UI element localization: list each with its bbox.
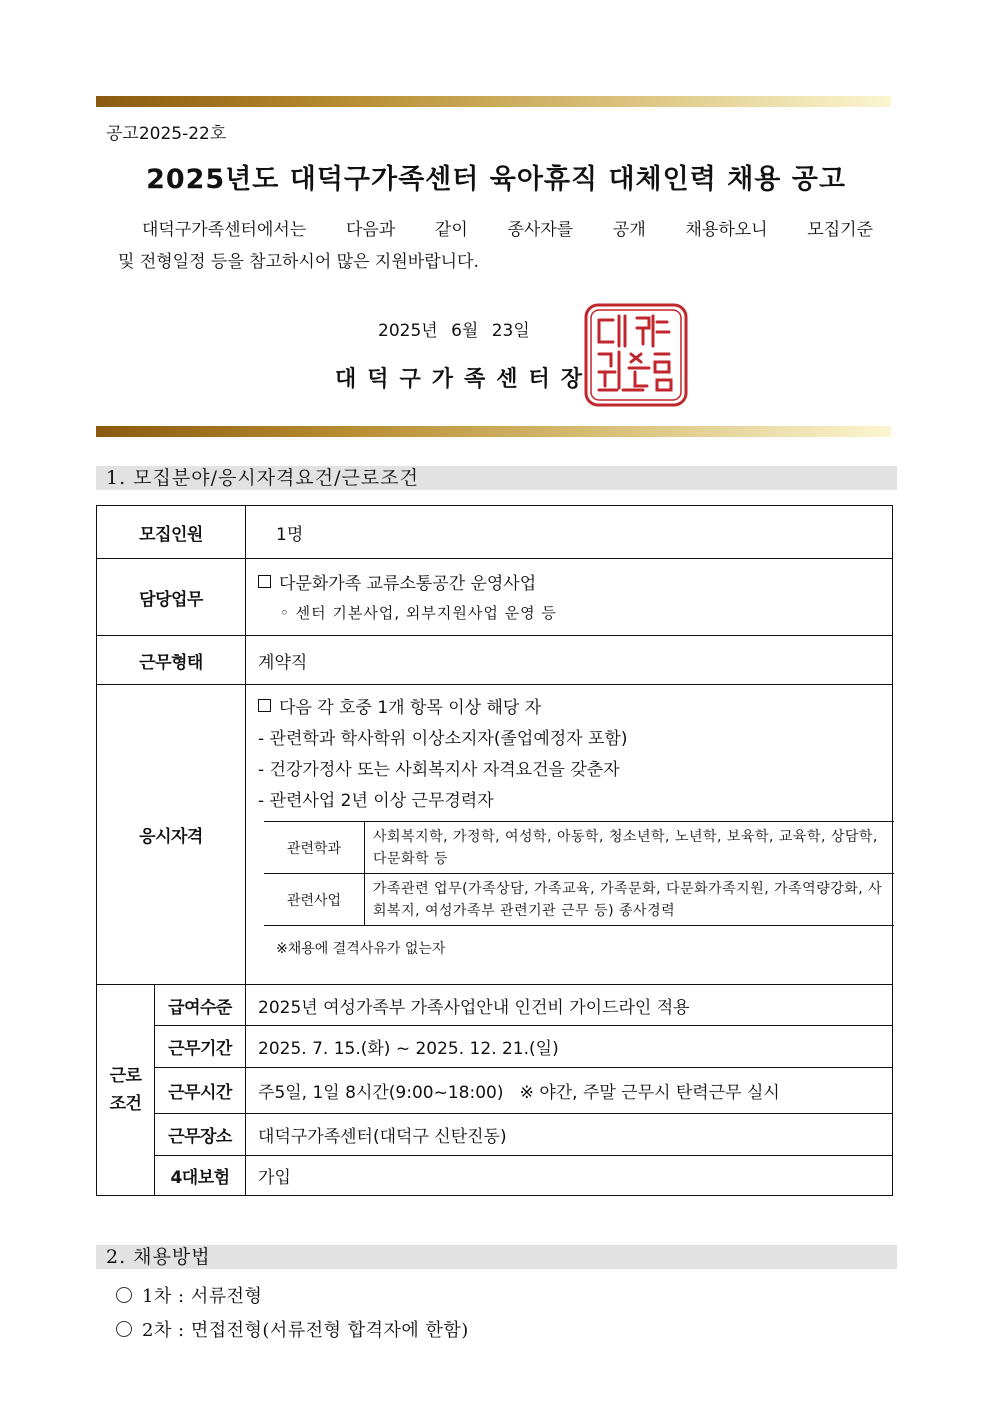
list-item: 2차 : 면접전형(서류전형 합격자에 한함) — [116, 1316, 469, 1342]
condition-value: 2025. 7. 15.(화) ~ 2025. 12. 21.(일) — [246, 1026, 893, 1068]
duty-label: 담당업무 — [97, 559, 246, 636]
condition-value: 2025년 여성가족부 가족사업안내 인건비 가이드라인 적용 — [246, 985, 893, 1026]
recruitment-table — [96, 505, 893, 1196]
qualification-item: - 관련학과 학사학위 이상소지자(졸업예정자 포함) — [258, 729, 628, 749]
related-major-label: 관련학과 — [264, 822, 365, 874]
condition-label: 4대보험 — [155, 1156, 246, 1196]
table-row — [97, 1026, 893, 1068]
recruit-value: 1명 — [246, 506, 893, 559]
qualification-item: - 건강가정사 또는 사회복지사 자격요건을 갖춘자 — [258, 760, 620, 780]
table-row — [97, 636, 893, 685]
list-item: 1차 : 서류전형 — [116, 1282, 262, 1308]
qualification-label: 응시자격 — [97, 685, 246, 985]
recruit-label: 모집인원 — [97, 506, 246, 559]
announcement-date: 2025년 6월 23일 — [378, 321, 530, 341]
condition-label: 근무시간 — [155, 1068, 246, 1114]
page-title: 2025년도 대덕구가족센터 육아휴직 대체인력 채용 공고 — [146, 164, 846, 195]
condition-label: 급여수준 — [155, 985, 246, 1026]
table-row — [97, 1114, 893, 1156]
section-2-heading: 2. 채용방법 — [96, 1245, 897, 1269]
table-row — [264, 874, 894, 926]
checkbox-square-icon — [258, 699, 271, 712]
intro-line-2: 및 전형일정 등을 참고하시어 많은 지원바랍니다. — [118, 252, 479, 272]
official-seal-icon — [583, 302, 689, 408]
duty-cell — [246, 559, 893, 636]
table-row — [97, 559, 893, 636]
table-row — [97, 1156, 893, 1196]
qualification-note: ※채용에 결격사유가 없는자 — [276, 941, 446, 957]
related-major-value: 사회복지학, 가정학, 여성학, 아동학, 청소년학, 노년학, 보육학, 교육학, 상담학, 다문화학 등 — [365, 822, 895, 874]
intro-line-1: 대덕구가족센터에서는 다음과 같이 종사자를 공개 채용하오니 모집기준 — [142, 220, 873, 240]
table-row — [97, 985, 893, 1026]
type-label: 근무형태 — [97, 636, 246, 685]
intro-paragraph — [118, 214, 873, 278]
section-1-heading: 1. 모집분야/응시자격요건/근로조건 — [96, 466, 897, 490]
conditions-label: 근로 조건 — [97, 985, 155, 1196]
qualification-item: - 관련사업 2년 이상 근무경력자 — [258, 791, 494, 811]
condition-value: 가입 — [246, 1156, 893, 1196]
duty-sub: ◦ 센터 기본사업, 외부지원사업 운영 등 — [280, 603, 557, 622]
circle-bullet-icon — [116, 1287, 132, 1303]
table-row — [97, 1068, 893, 1114]
table-row — [97, 685, 893, 985]
condition-value: 대덕구가족센터(대덕구 신탄진동) — [246, 1114, 893, 1156]
top-gold-bar — [96, 96, 891, 107]
circle-bullet-icon — [116, 1321, 132, 1337]
duty-main: 다문화가족 교류소통공간 운영사업 — [279, 573, 537, 594]
issuer-name: 대덕구가족센터장 — [335, 366, 594, 392]
checkbox-square-icon — [258, 575, 271, 588]
condition-label: 근무기간 — [155, 1026, 246, 1068]
related-business-label: 관련사업 — [264, 874, 365, 926]
qualification-cell — [246, 685, 893, 985]
condition-label: 근무장소 — [155, 1114, 246, 1156]
table-row — [97, 506, 893, 559]
qualification-main: 다음 각 호중 1개 항목 이상 해당 자 — [279, 698, 542, 718]
table-row — [264, 822, 894, 874]
related-business-value: 가족관련 업무(가족상담, 가족교육, 가족문화, 다문화가족지원, 가족역량강화, 사회복지, 여성가족부 관련기관 근무 등) 종사경력 — [365, 874, 895, 926]
related-fields-table — [264, 821, 894, 926]
type-value: 계약직 — [246, 636, 893, 685]
notice-number: 공고2025-22호 — [106, 124, 227, 144]
condition-value: 주5일, 1일 8시간(9:00~18:00) ※ 야간, 주말 근무시 탄력근무 실시 — [246, 1068, 893, 1114]
bottom-gold-bar — [96, 426, 891, 437]
